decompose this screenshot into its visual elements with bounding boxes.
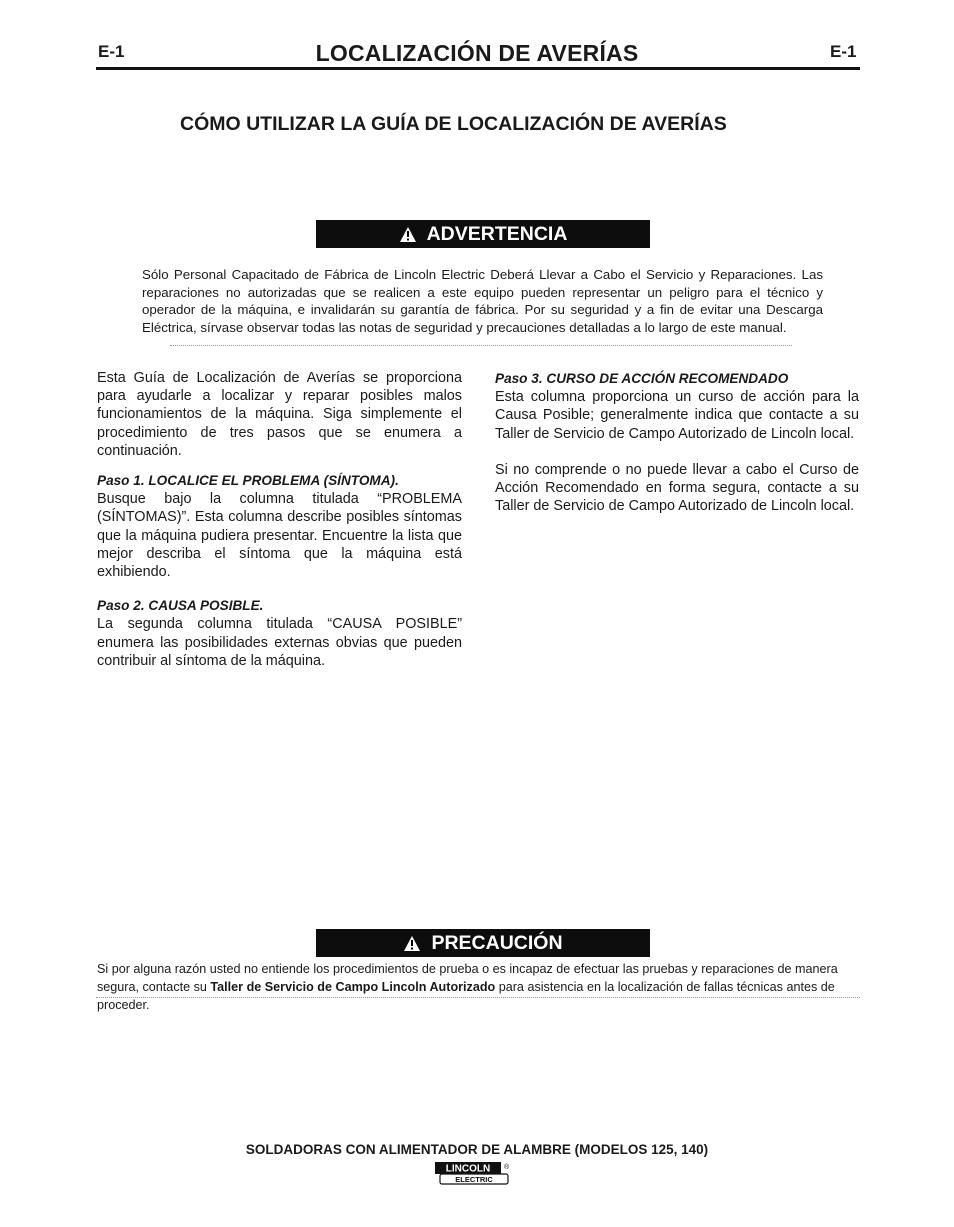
logo-registered-mark: ® <box>504 1164 510 1171</box>
page-number-right: E-1 <box>830 42 857 61</box>
step2-body: La segunda columna titulada “CAUSA POSIBLE” enumera las posibilidades externas obvias que pueden contribuir al síntoma de la máquina. <box>97 616 462 669</box>
step1-body: Busque bajo la columna titulada “PROBLEMA (SÍNTOMAS)”. Esta columna describe posibles síntomas que la máquina pudiera presentar. Encuentre la lista que mejor describa el síntoma que la máquina está exhibiendo. <box>97 491 462 581</box>
step1-heading: Paso 1. LOCALICE EL PROBLEMA (SÍNTOMA). <box>97 473 399 489</box>
logo-top-text: LINCOLN <box>445 1163 491 1175</box>
page-number-left: E-1 <box>98 42 125 61</box>
step3-heading: Paso 3. CURSO DE ACCIÓN RECOMENDADO <box>495 371 789 386</box>
warning-label: ADVERTENCIA <box>426 222 568 245</box>
step2-heading: Paso 2. CAUSA POSIBLE. <box>97 598 264 614</box>
warning-text: Sólo Personal Capacitado de Fábrica de Lincoln Electric Deberá Llevar a Cabo el Servicio y Reparaciones. Las reparaciones no autorizadas que se realicen a este equipo pueden representar un peligro para el técnico y operador de la máquina, e invalidarán su garantía de fábrica. Por su seguridad y a fin de evitar una Descarga Eléctrica, sírvase observar todas las notas de seguridad y precauciones detalladas a lo largo de este manual. <box>142 267 823 335</box>
caution-text <box>97 960 867 1014</box>
warning-triangle-icon <box>399 226 417 243</box>
caution-banner <box>316 929 650 957</box>
footer-model-text: SOLDADORAS CON ALIMENTADOR DE ALAMBRE (MODELOS 125, 140) <box>245 1142 709 1157</box>
intro-paragraph: Esta Guía de Localización de Averías se proporciona para ayudarle a localizar y reparar posibles malos funcionamientos de la máquina. Siga simplemente el procedimiento de tres pasos que se enumera a continuación. <box>97 370 462 459</box>
page-title: LOCALIZACIÓN DE AVERÍAS <box>315 40 639 66</box>
caution-text-end: para asistencia en la localización de fallas técnicas antes de proceder. <box>97 980 835 1012</box>
caution-text-start: Si por alguna razón usted no entiende los procedimientos de prueba o es incapaz de efectuar las pruebas y reparaciones de manera segura, contacte su <box>97 962 838 994</box>
left-column <box>97 369 462 670</box>
warning-divider <box>170 345 792 346</box>
logo-bottom-text: ELECTRIC <box>455 1175 493 1184</box>
header-rule <box>96 67 860 70</box>
step3-body: Esta columna proporciona un curso de acción para la Causa Posible; generalmente indica que contacte a su Taller de Servicio de Campo Autorizado de Lincoln local. <box>495 389 859 442</box>
warning-banner <box>316 220 650 248</box>
step3-note: Si no comprende o no puede llevar a cabo el Curso de Acción Recomendado en forma segura, contacte a su Taller de Servicio de Campo Autorizado de Lincoln local. <box>495 461 859 515</box>
caution-divider <box>96 997 860 998</box>
caution-label: PRECAUCIÓN <box>431 931 563 954</box>
section-subtitle: CÓMO UTILIZAR LA GUÍA DE LOCALIZACIÓN DE AVERÍAS <box>180 113 727 135</box>
right-column <box>495 370 859 515</box>
warning-triangle-icon <box>403 935 421 952</box>
lincoln-electric-logo <box>434 1161 510 1185</box>
caution-text-bold: Taller de Servicio de Campo Lincoln Autorizado <box>210 980 496 994</box>
